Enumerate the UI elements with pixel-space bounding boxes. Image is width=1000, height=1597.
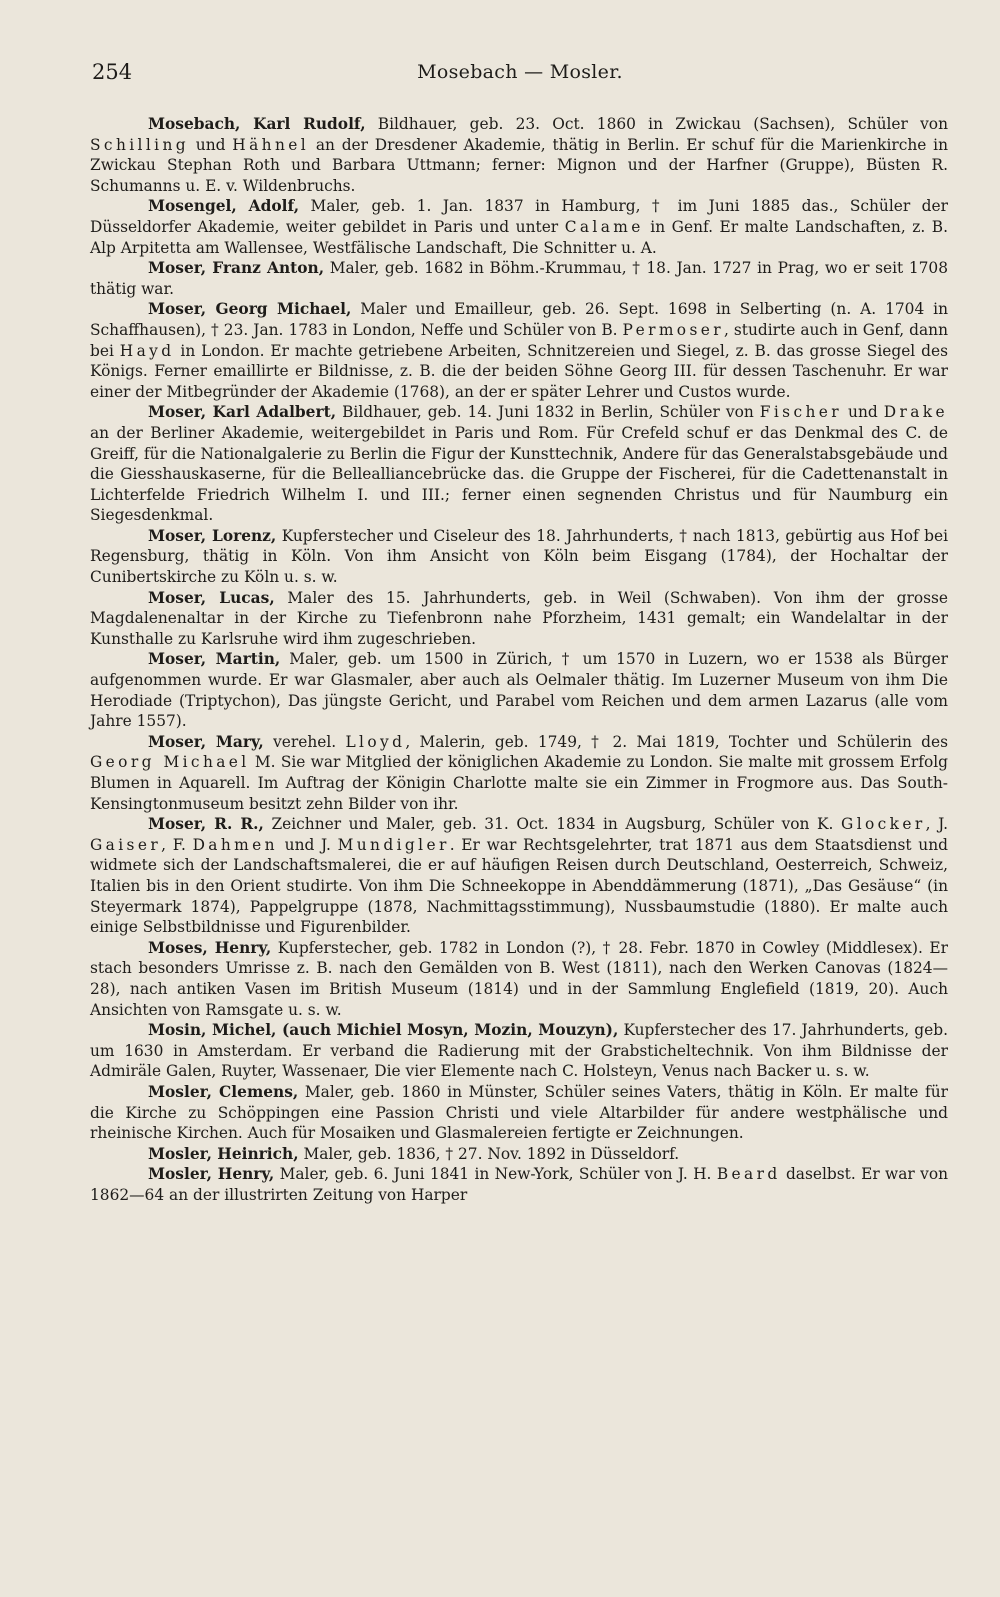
spaced-name: Mundigler <box>337 835 450 854</box>
entry-text: , Malerin, geb. 1749, † 2. Mai 1819, Tochter und Schülerin des <box>405 732 948 751</box>
spaced-name: Glocker <box>841 815 926 834</box>
spaced-name: Fischer <box>759 403 843 422</box>
dictionary-entry <box>90 299 948 402</box>
dictionary-entries <box>90 114 948 1205</box>
entry-name: Mosler, Clemens, <box>148 1082 299 1101</box>
dictionary-entry <box>90 196 948 258</box>
entry-text: und J. <box>277 835 338 854</box>
entry-name: Mosebach, Karl Rudolf, <box>148 115 366 133</box>
spaced-name: Drake <box>883 403 948 422</box>
dictionary-entry <box>90 649 948 731</box>
entry-text: , studirte auch in Genf, dann bei <box>90 320 948 360</box>
entry-text: M. Sie war Mitglied der königlichen Akademie zu London. Sie malte mit grossem Erfolg Blumen in Aquarell. Im Auftrag der Königin Charlotte malte sie ein Zimmer in Frogmore aus. Das South-Kensingtonmuseum besitzt zehn Bilder von ihr. <box>90 753 949 813</box>
entry-name: Moser, Georg Michael, <box>148 300 352 319</box>
page-number: 254 <box>92 60 133 84</box>
entry-text: Maler und Emailleur, geb. 26. Sept. 1698 in Selberting (n. A. 1704 in Schaffhausen), † 23. Jan. 1783 in London, Neffe und Schüler von B. <box>90 300 948 339</box>
dictionary-entry <box>90 1144 948 1165</box>
entry-text: Maler, geb. 1836, † 27. Nov. 1892 in Düsseldorf. <box>298 1144 680 1163</box>
entry-name: Moser, Franz Anton, <box>148 259 325 278</box>
dictionary-entry <box>90 814 948 938</box>
entry-name: Moser, Karl Adalbert, <box>148 403 337 422</box>
entry-text: Bildhauer, geb. 14. Juni 1832 in Berlin, Schüler von <box>336 403 760 422</box>
entry-text: , J. <box>925 815 948 834</box>
dictionary-entry <box>90 938 948 1020</box>
entry-text: in Genf. Er malte Landschaften, z. B. Alp Arpitetta am Wallensee, Westfälische Landschaft, Die Schnitter u. A. <box>90 217 948 257</box>
entry-name: Moser, Lorenz, <box>148 526 277 545</box>
entry-text: Maler, geb. 1860 in Münster, Schüler seines Vaters, thätig in Köln. Er malte für die Kirche zu Schöppingen eine Passion Christi und viele Altarbilder für andere westphälische und rheinische Kirchen. Auch für Mosaiken und Glasmalereien fertigte er Zeichnungen. <box>90 1082 948 1143</box>
entry-name: Moses, Henry, <box>148 938 272 957</box>
spaced-name: Hayd <box>119 341 175 360</box>
spaced-name: Schilling <box>90 135 190 154</box>
spaced-name: Lloyd <box>345 732 406 751</box>
entry-text: Kupferstecher des 17. Jahrhunderts, geb. um 1630 in Amsterdam. Er verband die Radierung mit der Grabsticheltechnik. Von ihm Bildnisse der Admiräle Galen, Ruyter, Wassenaer, Die vier Elemente nach C. Holsteyn, Venus nach Backer u. s. w. <box>90 1021 948 1081</box>
entry-text: und <box>189 135 233 154</box>
entry-name: Mosengel, Adolf, <box>148 197 300 216</box>
entry-text: Maler, geb. 1682 in Böhm.-Krummau, † 18. Jan. 1727 in Prag, wo er seit 1708 thätig war. <box>90 259 948 298</box>
dictionary-entry <box>90 588 948 650</box>
dictionary-entry <box>90 258 948 299</box>
entry-text: Bildhauer, geb. 23. Oct. 1860 in Zwickau (Sachsen), Schüler von <box>365 115 948 133</box>
spaced-name: Gaiser <box>90 835 162 854</box>
page-header <box>92 60 948 86</box>
entry-text: und <box>842 403 884 422</box>
entry-name: Moser, Lucas, <box>148 588 275 607</box>
dictionary-entry <box>90 526 948 588</box>
spaced-name: Dahmen <box>192 835 278 854</box>
entry-text: Maler, geb. 1. Jan. 1837 in Hamburg, † im Juni 1885 das., Schüler der Düsseldorfer Akademie, weiter gebildet in Paris und unter <box>90 197 948 236</box>
dictionary-entry <box>90 402 948 526</box>
dictionary-entry <box>90 114 948 196</box>
spaced-name: Permoser <box>622 320 724 339</box>
dictionary-entry <box>90 732 948 814</box>
entry-text: daselbst. Er war von 1862—64 an der illustrirten Zeitung von Harper <box>90 1165 948 1204</box>
running-head: Mosebach — Mosler. <box>417 61 623 83</box>
entry-name: Mosler, Henry, <box>148 1165 275 1184</box>
spaced-name: Calame <box>564 217 644 236</box>
dictionary-entry <box>90 1164 948 1205</box>
entry-name: Mosin, Michel, (auch Michiel Mosyn, Mozin, Mouzyn), <box>148 1021 619 1040</box>
entry-text: , F. <box>161 835 193 854</box>
entry-name: Mosler, Heinrich, <box>148 1144 299 1163</box>
entry-name: Moser, Martin, <box>148 650 281 669</box>
entry-text: an der Dresdener Akademie, thätig in Berlin. Er schuf für die Marienkirche in Zwickau Stephan Roth und Barbara Uttmann; ferner: Mignon und der Harfner (Gruppe), Büsten R. Schumanns u. E. v. Wildenbruchs. <box>90 135 948 195</box>
dictionary-entry <box>90 1020 948 1082</box>
entry-text: in London. Er machte getriebene Arbeiten, Schnitzereien und Siegel, z. B. das grosse Siegel des Königs. Ferner emaillirte er Bildnisse, z. B. die der beiden Söhne Georg III. für dessen Taschenuhr. Er war einer der Mitbegründer der Akademie (1768), an der er später Lehrer und Custos wurde. <box>90 341 948 401</box>
dictionary-entry <box>90 1082 948 1144</box>
spaced-name: Georg Michael <box>90 753 250 772</box>
entry-text: Kupferstecher und Ciseleur des 18. Jahrhunderts, † nach 1813, gebürtig aus Hof bei Regensburg, thätig in Köln. Von ihm Ansicht von Köln beim Eisgang (1784), der Hochaltar der Cunibertskirche zu Köln u. s. w. <box>90 526 948 587</box>
entry-text: Maler des 15. Jahrhunderts, geb. in Weil (Schwaben). Von ihm der grosse Magdalenenaltar in der Kirche zu Tiefenbronn nahe Pforzheim, 1431 gemalt; ein Wandelaltar in der Kunsthalle zu Karlsruhe wird ihm zugeschrieben. <box>90 588 948 648</box>
entry-text: Maler, geb. um 1500 in Zürich, † um 1570 in Luzern, wo er 1538 als Bürger aufgenommen wurde. Er war Glasmaler, aber auch als Oelmaler thätig. Im Luzerner Museum von ihm Die Herodiade (Triptychon), Das jüngste Gericht, und Parabel vom Reichen und dem armen Lazarus (alle vom Jahre 1557). <box>90 650 948 731</box>
entry-text: Maler, geb. 6. Juni 1841 in New-York, Schüler von J. H. <box>274 1165 717 1184</box>
spaced-name: Beard <box>716 1165 781 1184</box>
entry-text: Kupferstecher, geb. 1782 in London (?), † 28. Febr. 1870 in Cowley (Middlesex). Er stach besonders Umrisse z. B. nach den Gemälden von B. West (1811), nach den Werken Canovas (1824—28), nach antiken Vasen im British Museum (1814) und in der Sammlung Englefield (1819, 20). Auch Ansichten von Ramsgate u. s. w. <box>90 938 948 1019</box>
spaced-name: Hähnel <box>232 135 310 154</box>
entry-text: an der Berliner Akademie, weitergebildet in Paris und Rom. Für Crefeld schuf er das Denkmal des C. de Greiff, für die Nationalgalerie zu Berlin die Figur der Kunsttechnik, Andere für das Generalstabsgebäude und die Giesshauskaserne, für die Bellealliancebrücke das. die Gruppe der Fischerei, für die Cadettenanstalt in Lichterfelde Friedrich Wilhelm I. und III.; ferner einen segnenden Christus und für Naumburg ein Siegesdenkmal. <box>90 423 948 525</box>
entry-text: Zeichner und Maler, geb. 31. Oct. 1834 in Augsburg, Schüler von K. <box>263 815 842 834</box>
entry-text: verehel. <box>263 732 346 751</box>
entry-name: Moser, R. R., <box>148 815 264 834</box>
entry-name: Moser, Mary, <box>148 732 264 751</box>
entry-text: . Er war Rechtsgelehrter, trat 1871 aus dem Staatsdienst und widmete sich der Landschaftsmalerei, die er auf häufigen Reisen durch Deutschland, Oesterreich, Schweiz, Italien bis in den Orient studirte. Von ihm Die Schneekoppe in Abenddämmerung (1871), „Das Gesäuse“ (in Steyermark 1874), Pappelgruppe (1878, Nachmittagsstimmung), Nussbaumstudie (1880). Er malte auch einige Selbstbildnisse und Figurenbilder. <box>90 835 948 937</box>
